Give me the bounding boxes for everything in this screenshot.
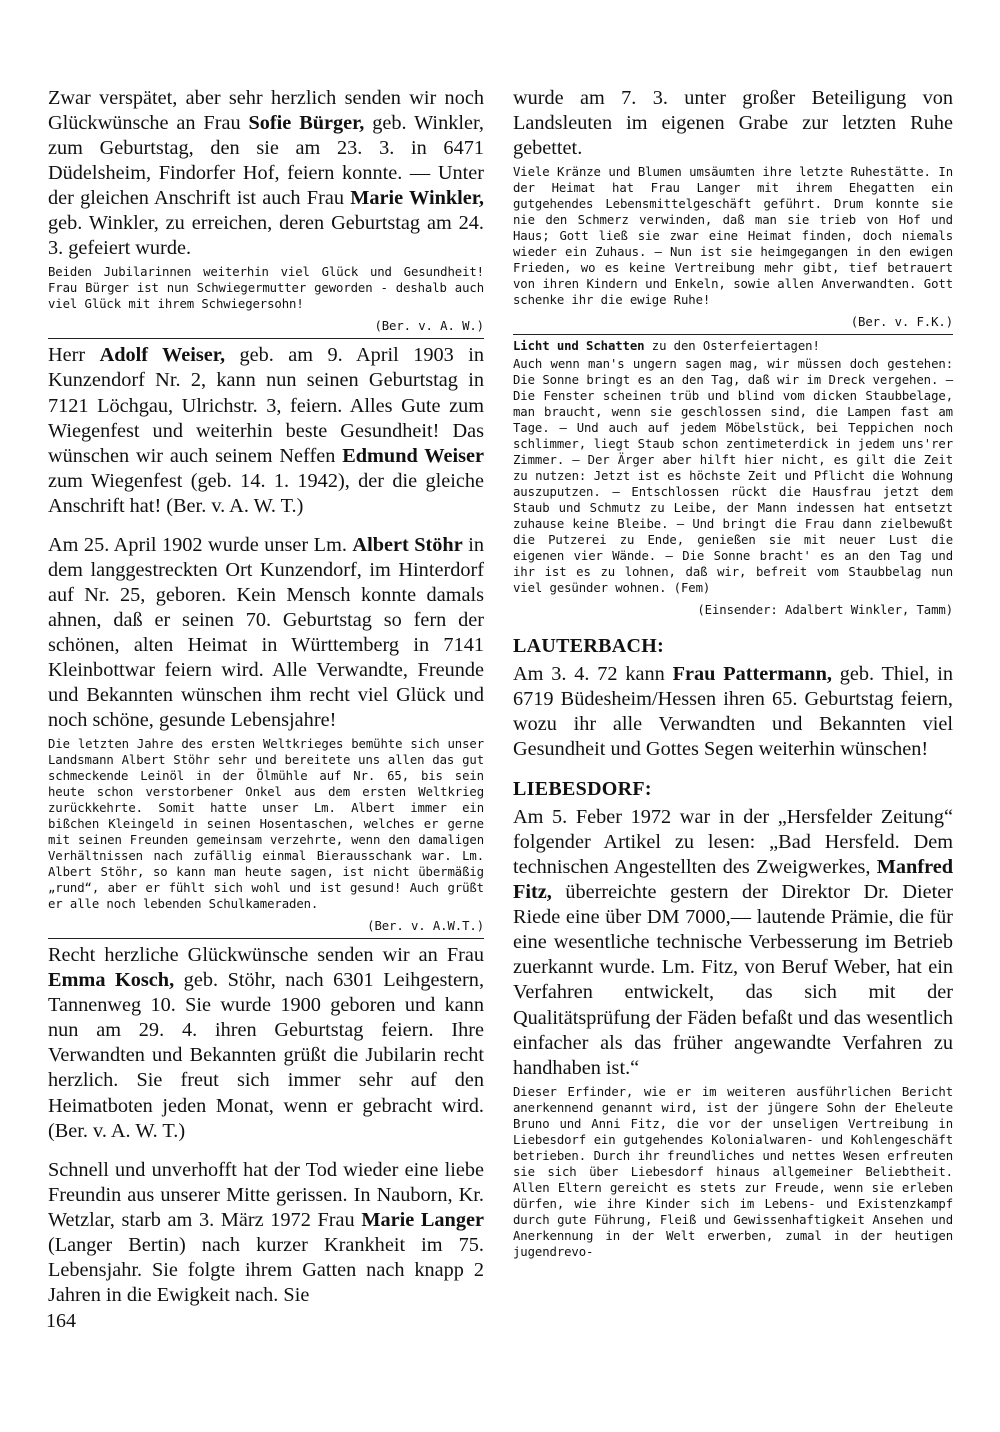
poem-title: Licht und Schatten (513, 339, 645, 354)
small-print-note: Viele Kränze und Blumen umsäumten ihre letzte Ruhestätte. In der Heimat hat Frau Langer mit ihrem Ehegatten ein gutgehendes Lebensmittelgeschäft geführt. Drum konnte sie nie den Schmerz verwinden, daß man sie trieb von Hof und Haus; Gott ließ sie zwar eine Heimat finden, doch niemals wieder ein Zuhaus. — Nun ist sie heimgegangen in den ewigen Frieden, wo es keine Vertreibung mehr gibt, tief betrauert von ihren Kindern und Enkeln, sowie allen Anverwandten. Gott schenke ihr die ewige Ruhe! (513, 165, 953, 308)
report-credit: (Ber. v. F.K.) (850, 315, 953, 330)
birthday-notice-buerger: Zwar verspätet, aber sehr herzlich senden wir noch Glückwünsche an Frau Sofie Bürger, geb. Winkler, zum Geburtstag, den sie am 23. 3. in 6471 Düdelsheim, Findorfer Hof, feiern konnte. — Unter der gleichen Anschrift ist auch Frau Marie Winkler, geb. Winkler, zu erreichen, deren Geburtstag am 24. 3. gefeiert wurde. (48, 87, 485, 260)
divider (48, 338, 484, 339)
person-name: Sofie Bürger, (248, 112, 365, 135)
person-name: Adolf Weiser, (99, 344, 226, 367)
person-name: Manfred Fitz, (513, 856, 953, 904)
person-name: Marie Langer (361, 1208, 484, 1231)
obituary-continued: wurde am 7. 3. unter großer Beteiligung von Landsleuten im eigenen Grabe zur letzten Ruhe gebettet. (513, 87, 953, 160)
birthday-notice-weiser: Herr Adolf Weiser, geb. am 9. April 1903 in Kunzendorf Nr. 2, kann nun seinen Geburtstag in 7121 Löchgau, Ulrichstr. 3, feiern. Alles Gute zum Wiegenfest und weiterhin beste Gesundheit! Das wünschen wir auch seinem Neffen Edmund Weiser zum Wiegenfest (geb. 14. 1. 1942), der die gleiche Anschrift hat! (Ber. v. A. W. T.) (48, 344, 485, 517)
divider (513, 334, 953, 335)
small-print-note: Dieser Erfinder, wie er im weiteren ausführlichen Bericht anerkennend genannt wird, ist der jüngere Sohn der Eheleute Bruno und Anni Fitz, die vor der unseligen Vertreibung in Liebesdorf ein gutgehendes Kolonialwaren- und Kohlengeschäft betrieben. Durch ihr freundliches und nettes Wesen erfreuten sie sich über Liebesdorf hinaus allgemeiner Beliebtheit. Allen Eltern gereicht es stets zur Freude, wenn sie erleben dürfen, wie ihre Kinder sich im Lebens- und Existenzkampf durch gute Führung, Fleiß und Gewissenhaftigkeit Ansehen und Anerkennung in der Welt erwerben, zumal in der heutigen jugendrevo- (513, 1084, 953, 1259)
birthday-notice-pattermann: Am 3. 4. 72 kann Frau Pattermann, geb. Thiel, in 6719 Büdesheim/Hessen ihren 65. Geburtstag feiern, wozu ihr alle Verwandten und Bekannten viel Gesundheit und Gottes Segen weiterhin wünschen! (513, 662, 953, 760)
easter-poem-body: Auch wenn man's ungern sagen mag, wir müssen doch gestehen: Die Sonne bringt es an den Tag, daß wir im Dreck vergehen. — Die Fenster scheinen trüb und blind vom dicken Staubbelage, man braucht, wenn sie geschlossen sind, die Lampen fast am Tage. — Und auch auf jedem Möbelstück, bei Teppichen noch schlimmer, liegt Staub schon zentimeterdick in jedem uns'rer Zimmer. — Der Ärger aber hilft hier nicht, es gilt die Zeit zu nutzen: Jetzt ist es höchste Zeit und Pflicht die Wohnung auszuputzen. — Entschlossen rückt die Hausfrau jetzt dem Staub und Schmutz zu Leibe, der Mann indessen hat entsetzt zuhause keine Bleibe. — Und bringt die Frau dann zielbewußt die Putzerei zu Ende, genießen sie mit neuer Lust die eigenen vier Wände. — Die Sonne bracht' es an den Tag und ihr ist es zu lohnen, daß wir, befreit vom Staubbelag nun viel gesünder wohnen. (Fem) (513, 357, 953, 595)
submitter-credit: (Einsender: Adalbert Winkler, Tamm) (697, 602, 953, 617)
report-credit: (Ber. v. A.W.T.) (367, 919, 484, 934)
birthday-notice-kosch: Recht herzliche Glückwünsche senden wir an Frau Emma Kosch, geb. Stöhr, nach 6301 Leihgestern, Tannenweg 10. Sie wurde 1900 geboren und kann nun am 29. 4. ihren Geburtstag feiern. Ihre Verwandten und Bekannten grüßt die Jubilarin recht herzlich. Sie freut sich immer sehr auf den Heimatboten jeden Monat, wenn er gebracht wird. (Ber. v. A. W. T.) (48, 944, 485, 1142)
small-print-note: Beiden Jubilarinnen weiterhin viel Glück und Gesundheit! Frau Bürger ist nun Schwiegermutter geworden - deshalb auch viel Glück mit ihrem Schwiegersohn! (48, 265, 484, 312)
section-heading-liebesdorf: LIEBESDORF: (513, 778, 652, 801)
person-name: Marie Winkler, (350, 187, 484, 210)
left-column (48, 86, 484, 1308)
section-heading-lauterbach: LAUTERBACH: (513, 634, 665, 657)
right-column (513, 86, 953, 1261)
birthday-notice-stoehr: Am 25. April 1902 wurde unser Lm. Albert Stöhr in dem langgestreckten Ort Kunzendorf, im Hinterdorf auf Nr. 25, geboren. Kein Mensch konnte damals ahnen, daß er seinen 70. Geburtstag so fern der schönen, alten Heimat in Württemberg in 7141 Kleinbottwar feiern wird. Alle Verwandte, Freunde und Bekannten wünschen ihm recht viel Glück und noch schöne, gesunde Lebensjahre! (48, 533, 484, 732)
obituary-langer: Schnell und unverhofft hat der Tod wieder eine liebe Freundin aus unserer Mitte gerissen. In Nauborn, Kr. Wetzlar, starb am 3. März 1972 Frau Marie Langer (Langer Bertin) nach kurzer Krankheit im 75. Lebensjahr. Sie folgte ihrem Gatten nach knapp 2 Jahren in die Ewigkeit nach. Sie (48, 1158, 484, 1306)
person-name: Albert Stöhr (352, 533, 463, 556)
person-name: Frau Pattermann, (672, 662, 832, 685)
person-name: Emma Kosch, (48, 969, 175, 992)
person-name: Edmund Weiser (342, 444, 484, 467)
small-print-note: Die letzten Jahre des ersten Weltkrieges bemühte sich unser Landsmann Albert Stöhr sehr und bereitete uns allen das gut schmeckende Leinöl in der Ölmühle auf Nr. 65, bis sein heute schon verstorbener Onkel aus dem ersten Weltkrieg zurückkehrte. Somit hatte unser Lm. Albert immer ein bißchen Kleingeld in seinen Hosentaschen, welches er gerne mit seinen Freunden gemeinsam verzehrte, wenn den damaligen Verhältnissen nach zufällig einmal Bierausschank war. Lm. Albert Stöhr, so kann man heute sagen, ist nicht übermäßig „rund“, aber er fühlt sich wohl und ist gesund! Auch grüßt er alle noch lebenden Schulkameraden. (48, 737, 484, 912)
divider (48, 938, 484, 939)
article-fitz: Am 5. Feber 1972 war in der „Hersfelder Zeitung“ folgender Artikel zu lesen: „Bad Hersfeld. Dem technischen Angestellten des Zweigwerkes, Manfred Fitz, überreichte gestern der Direktor Dr. Dieter Riede eine über DM 7000,— lautende Prämie, die für eine wesentliche technische Verbesserung im Betrieb zuerkannt wurde. Lm. Fitz, von Beruf Weber, hat ein Verfahren entwickelt, das sich mit der Qualitätsprüfung der Fäden befaßt und das wesentlich einfacher als das früher angewandte Verfahren zu handhaben ist.“ (513, 806, 953, 1079)
report-credit: (Ber. v. A. W.) (374, 319, 484, 334)
easter-poem: Licht und Schatten zu den Osterfeiertagen! (513, 339, 820, 354)
page-number: 164 (46, 1310, 76, 1332)
